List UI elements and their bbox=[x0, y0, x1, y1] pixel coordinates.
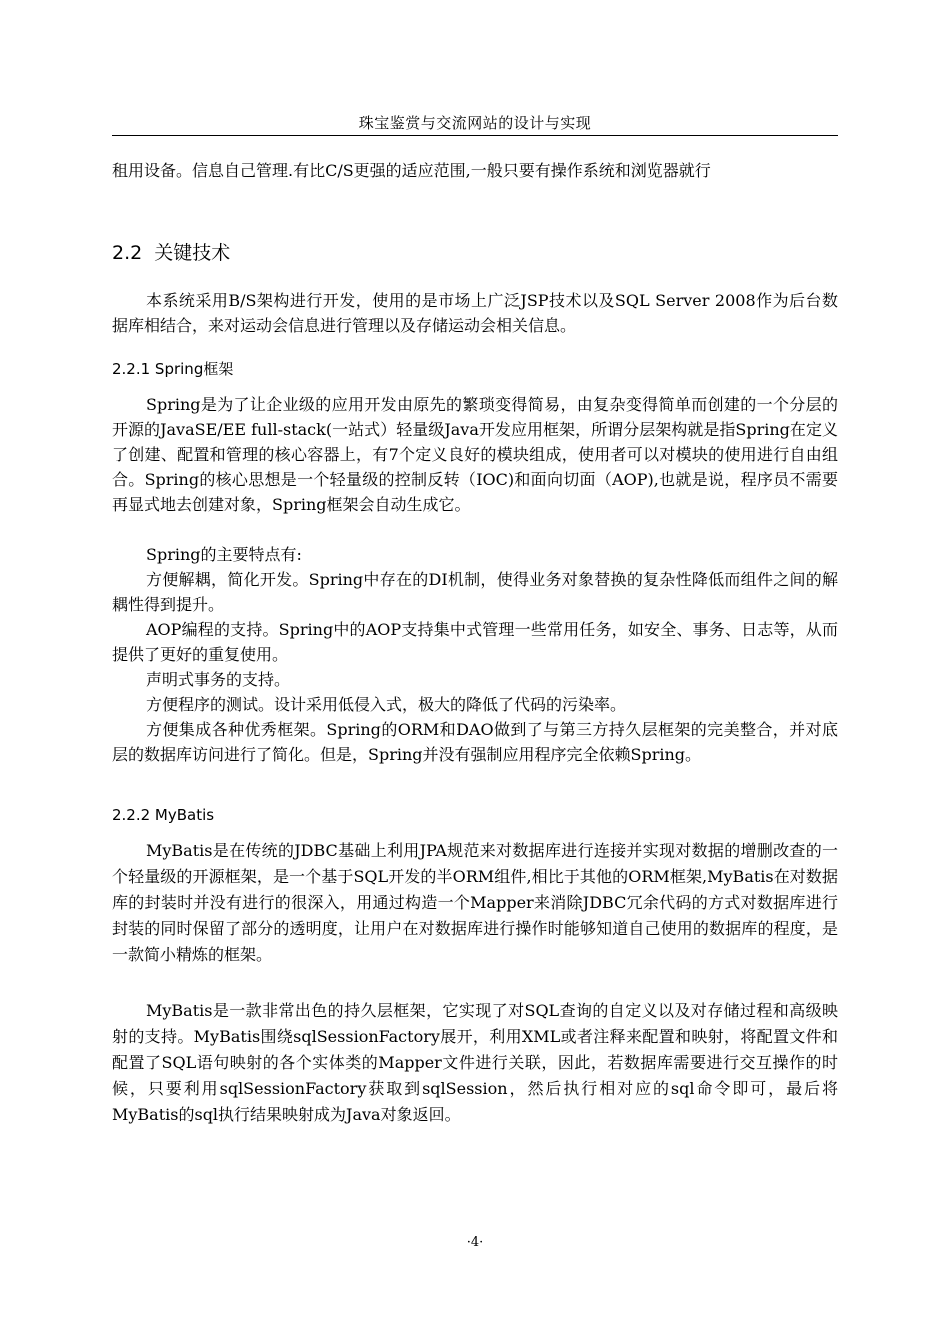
header-rule bbox=[112, 135, 838, 136]
mybatis-paragraph-1: MyBatis是在传统的JDBC基础上利用JPA规范来对数据库进行连接并实现对数据的增删改查的一个轻量级的开源框架，是一个基于SQL开发的半ORM组件,相比于其他的ORM框架,MyBatis在对数据库的封装时并没有进行的很深入，用通过构造一个Mapper来消除JDBC冗余代码的方式对数据库进行封装的同时保留了部分的透明度，让用户在对数据库进行操作时能够知道自己使用的数据库的程度，是一款简小精炼的框架。 bbox=[112, 841, 838, 964]
section-2-2-intro: 本系统采用B/S架构进行开发，使用的是市场上广泛JSP技术以及SQL Server 2008作为后台数据库相结合，来对运动会信息进行管理以及存储运动会相关信息。 bbox=[112, 291, 838, 335]
spring-paragraph-7: 方便集成各种优秀框架。Spring的ORM和DAO做到了与第三方持久层框架的完美整合，并对底层的数据库访问进行了简化。但是，Spring并没有强制应用程序完全依赖Spring。 bbox=[112, 720, 838, 764]
section-2-2-title: 关键技术 bbox=[154, 242, 231, 264]
mybatis-paragraph-2: MyBatis是一款非常出色的持久层框架，它实现了对SQL查询的自定义以及对存储过程和高级映射的支持。MyBatis围绕sqlSessionFactory展开，利用XML或者注释来配置和映射，将配置文件和配置了SQL语句映射的各个实体类的Mapper文件进行关联，因此，若数据库需要进行交互操作的时候，只要利用sqlSessionFactory获取到sqlSession，然后执行相对应的sql命令即可，最后将MyBatis的sql执行结果映射成为Java对象返回。 bbox=[112, 1001, 838, 1124]
section-2-2-2-heading: 2.2.2 MyBatis bbox=[112, 806, 215, 824]
spring-paragraph-2: Spring的主要特点有: bbox=[146, 545, 302, 564]
continuation-paragraph: 租用设备。信息自己管理.有比C/S更强的适应范围,一般只要有操作系统和浏览器就行 bbox=[112, 161, 711, 180]
spring-paragraph-3: 方便解耦，简化开发。Spring中存在的DI机制，使得业务对象替换的复杂性降低而组件之间的解耦性得到提升。 bbox=[112, 570, 838, 614]
spring-paragraph-6: 方便程序的测试。设计采用低侵入式，极大的降低了代码的污染率。 bbox=[146, 695, 627, 714]
spring-paragraph-1: Spring是为了让企业级的应用开发由原先的繁琐变得简易，由复杂变得简单而创建的一个分层的开源的JavaSE/EE full-stack(一站式）轻量级Java开发应用框架，所谓分层架构就是指Spring在定义了创建、配置和管理的核心容器上，有7个定义良好的模块组成，使用者可以对模块的使用进行自由组合。Spring的核心思想是一个轻量级的控制反转（IOC)和面向切面（AOP),也就是说，程序员不需要再显式地去创建对象，Spring框架会自动生成它。 bbox=[112, 395, 838, 514]
section-2-2-1-heading: 2.2.1 Spring框架 bbox=[112, 360, 234, 378]
section-2-2-number: 2.2 bbox=[112, 242, 143, 264]
spring-paragraph-4: AOP编程的支持。Spring中的AOP支持集中式管理一些常用任务，如安全、事务、日志等，从而提供了更好的重复使用。 bbox=[112, 620, 838, 664]
section-2-2-heading bbox=[112, 240, 230, 266]
page-number: ·4· bbox=[466, 1235, 484, 1250]
spring-paragraph-5: 声明式事务的支持。 bbox=[146, 670, 291, 689]
running-header: 珠宝鉴赏与交流网站的设计与实现 bbox=[358, 114, 592, 132]
